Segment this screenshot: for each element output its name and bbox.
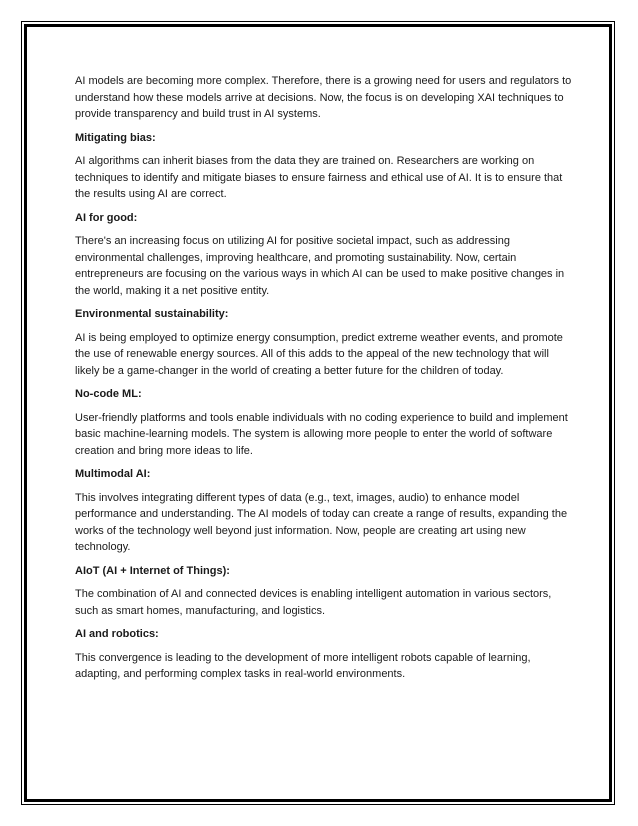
section-body-ai-and-robotics: This convergence is leading to the development of more intelligent robots capable of learning, adapting, and performing complex tasks in real-world environments. [75, 651, 531, 680]
section-body-multimodal-ai: This involves integrating different types of data (e.g., text, images, audio) to enhance model performance and understanding. The AI models of today can create a range of results, expanding the works of the technology well beyond just information. Now, people are creating art using new technology. [75, 491, 568, 553]
section-heading-multimodal-ai: Multimodal AI: [75, 468, 151, 480]
section-heading-aiot: AIoT (AI + Internet of Things): [75, 564, 230, 577]
section-body-no-code-ml: User-friendly platforms and tools enable individuals with no coding experience to build and implement basic machine-learning models. The system is allowing more people to enter the world of software creation and bring more ideas to life. [75, 411, 568, 457]
section-heading-ai-for-good: AI for good: [75, 211, 138, 224]
section-body-environmental-sustainability: AI is being employed to optimize energy consumption, predict extreme weather events, and promote the use of renewable energy sources. All of this adds to the appeal of the new technology that will likely be a game-changer in the world of creating a better future for the children of today. [75, 331, 563, 377]
section-heading-ai-and-robotics: AI and robotics: [75, 628, 159, 640]
section-heading-no-code-ml: No-code ML: [75, 388, 142, 400]
section-body-ai-for-good: There's an increasing focus on utilizing AI for positive societal impact, such as addressing environmental challenges, improving healthcare, and promoting sustainability. Now, certain entrepreneurs are focusing on the various ways in which AI can be used to make positive changes in the world, making it a net positive entity. [75, 235, 565, 297]
section-heading-environmental-sustainability: Environmental sustainability: [75, 308, 229, 320]
section-body-aiot: The combination of AI and connected devices is enabling intelligent automation in various sectors, such as smart homes, manufacturing, and logistics. [75, 588, 552, 617]
document-body [75, 73, 575, 690]
intro-paragraph: AI models are becoming more complex. Therefore, there is a growing need for users and regulators to understand how these models arrive at decisions. Now, the focus is on developing XAI techniques to provide transparency and build trust in AI systems. [75, 75, 572, 120]
section-body-mitigating-bias: AI algorithms can inherit biases from the data they are trained on. Researchers are working on techniques to identify and mitigate biases to ensure fairness and ethical use of AI. It is to ensure that the results using AI are correct. [75, 155, 563, 200]
section-heading-mitigating-bias: Mitigating bias: [75, 131, 156, 144]
